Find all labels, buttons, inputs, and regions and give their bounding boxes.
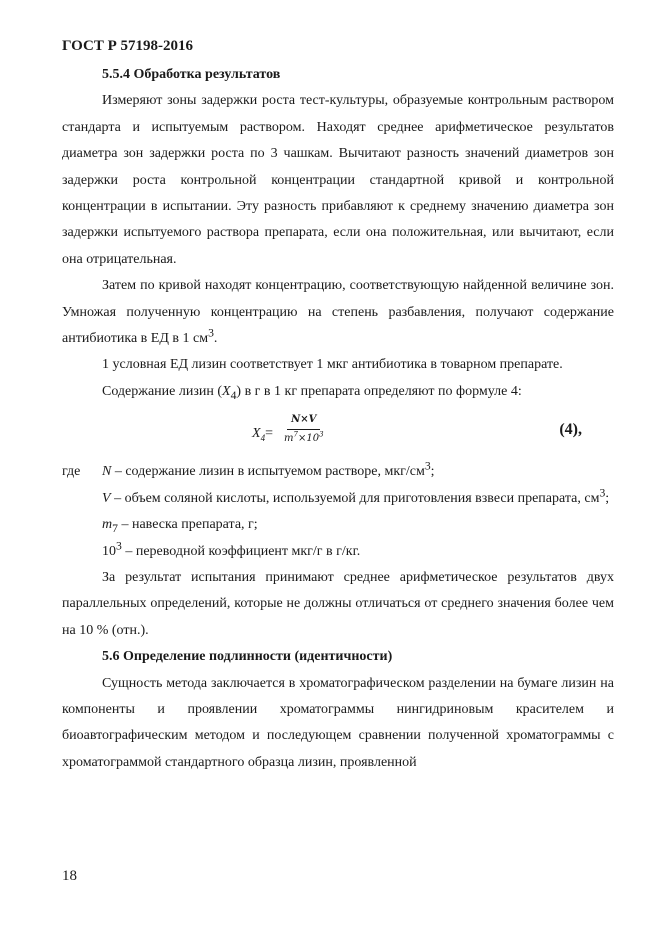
- formula-number: (4),: [559, 421, 582, 439]
- formula-4: [62, 411, 614, 455]
- where-m: [62, 512, 614, 538]
- page-number: 18: [62, 868, 77, 884]
- standard-header: ГОСТ Р 57198-2016: [62, 38, 194, 54]
- formula-fraction: [284, 413, 324, 446]
- formula-intro-text-a: Содержание лизин (: [102, 383, 223, 399]
- formula-numerator: N×V: [287, 413, 320, 430]
- var-v-sup: 3: [599, 486, 606, 500]
- var-m-sub: 7: [112, 521, 118, 535]
- formula-lhs: [252, 421, 273, 447]
- den-m: m: [284, 433, 294, 445]
- var-v: V: [102, 490, 111, 506]
- var-n-sup: 3: [424, 459, 431, 473]
- paragraph-concentration: [62, 273, 614, 352]
- var-m-text: – навеска препарата, г;: [117, 517, 258, 533]
- var-k-text: – переводной коэффициент мкг/г в г/кг.: [121, 543, 361, 559]
- formula-intro-text-b: ) в г в 1 кг препарата определяют по формуле 4:: [236, 383, 522, 399]
- var-m: m: [102, 517, 113, 533]
- paragraph-unit-equivalence: 1 условная ЕД лизин соответствует 1 мкг антибиотика в товарном препарате.: [102, 357, 563, 373]
- var-n-text: – содержание лизин в испытуемом растворе, мкг/см: [111, 464, 425, 480]
- variable-x: X: [222, 383, 231, 399]
- formula-lhs-sub: 4: [260, 433, 266, 444]
- var-k-sup: 3: [116, 538, 122, 552]
- formula-lhs-var: X: [252, 426, 261, 442]
- page-body: [62, 62, 614, 776]
- paragraph-measurement: Измеряют зоны задержки роста тест-культуры, образуемые контрольным раствором стандарта и испытуемым раствором. Находят среднее арифметическое результатов диаметра зон задержки роста по 3 чашкам. Вычитают разность значений диаметров зон задержки роста контрольной концентрации стандартной кривой и контрольной концентрации в испытании. Эту разность прибавляют к среднему значению диаметра зон задержки испытуемого раствора препарата, если она положительная, или вычитают, если она отрицательная.: [62, 93, 614, 267]
- var-n: N: [102, 464, 112, 480]
- period: .: [213, 331, 218, 347]
- paragraph-result: За результат испытания принимают среднее арифметическое результатов двух параллельных определений, которые не должны отличаться от среднего значения более чем на 10 % (отн.).: [62, 569, 614, 638]
- var-v-end: ;: [605, 490, 610, 506]
- where-n: [62, 459, 614, 485]
- section-5-6-heading: 5.6 Определение подлинности (идентичности): [102, 649, 393, 665]
- var-v-text: – объем соляной кислоты, используемой для приготовления взвеси препарата, см: [110, 490, 600, 506]
- where-v: [62, 486, 614, 512]
- paragraph-method: Сущность метода заключается в хроматографическом разделении на бумаге лизин на компоненты и проявлении хроматограммы нингидриновым красителем и биоавтографическим методом и последующем сравнении полученной хроматограммы с хроматограммой стандартного образца лизин, проявленной: [62, 675, 614, 770]
- var-k-base: 10: [102, 543, 116, 559]
- den-m-sup: 7: [293, 430, 298, 439]
- paragraph-concentration-text: Затем по кривой находят концентрацию, соответствующую найденной величине зон. Умножая полученную концентрацию на степень разбавления, получают содержание антибиотика в ЕД в 1 см: [62, 278, 614, 347]
- var-n-end: ;: [430, 464, 435, 480]
- unit-exponent: 3: [208, 326, 214, 340]
- variable-x-subscript: 4: [230, 388, 237, 402]
- where-label: где: [62, 464, 81, 480]
- paragraph-formula-intro: [62, 379, 614, 405]
- formula-equals: =: [265, 426, 273, 442]
- den-ten: ×10: [297, 433, 320, 445]
- den-ten-sup: 3: [319, 430, 324, 439]
- section-5-5-4-heading: 5.5.4 Обработка результатов: [102, 67, 281, 82]
- formula-denominator: [284, 430, 324, 446]
- where-k: [62, 539, 614, 565]
